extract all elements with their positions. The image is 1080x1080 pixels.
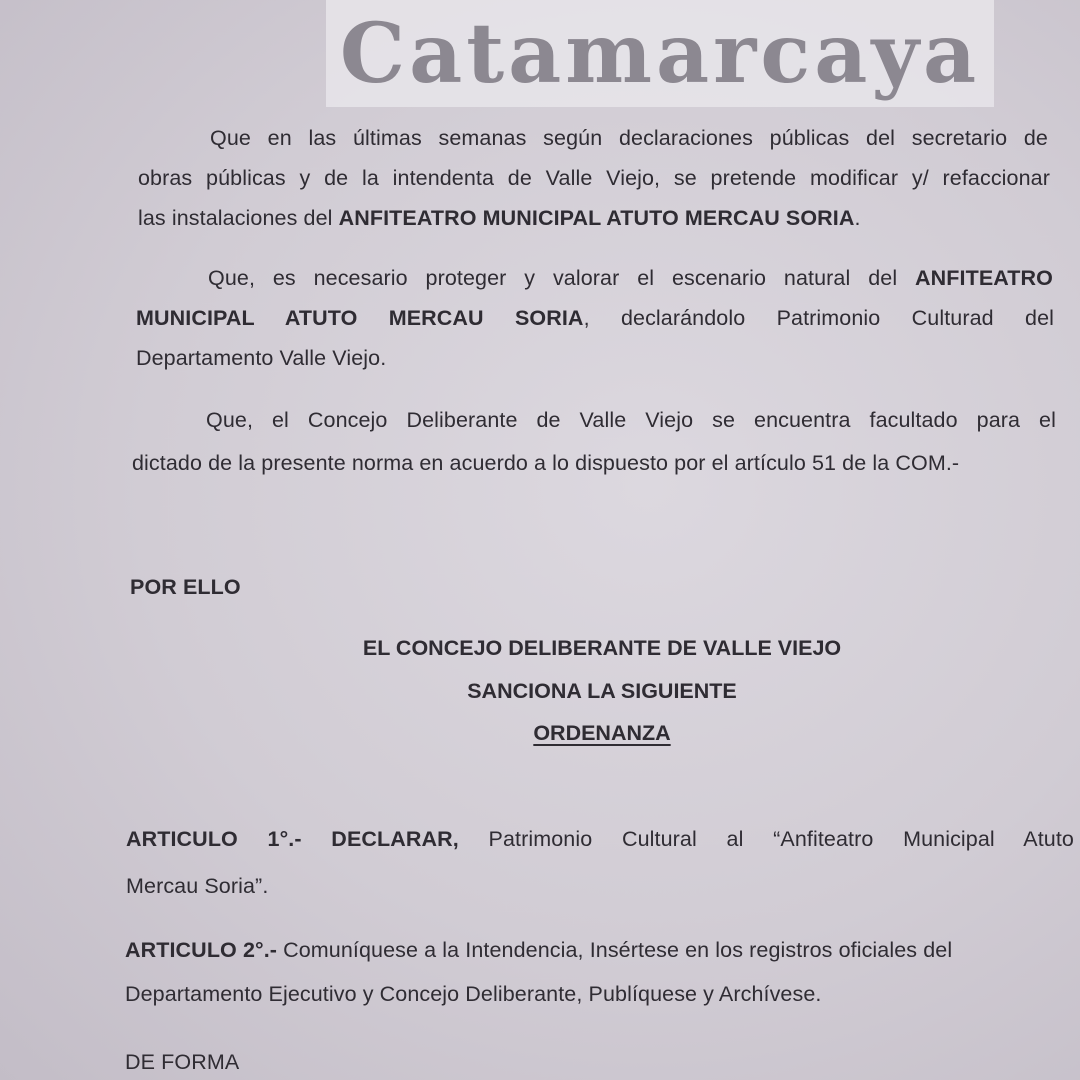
article-2-line-1 (125, 938, 1080, 963)
article-1-text: Patrimonio Cultural al “Anfiteatro Municipal Atuto (458, 827, 1074, 851)
article-2-text: Comuníquese a la Intendencia, Insértese en los registros oficiales del (277, 938, 953, 962)
article-1-line-1 (126, 827, 1074, 852)
paragraph-2-line-1 (208, 266, 1053, 291)
period: . (854, 206, 861, 230)
article-2-label: ARTICULO 2°.- (125, 938, 278, 962)
anfiteatro-name-2: MUNICIPAL ATUTO MERCAU SORIA (136, 306, 584, 330)
heading-concejo: EL CONCEJO DELIBERANTE DE VALLE VIEJO (362, 636, 842, 660)
paragraph-1-line-3 (138, 206, 861, 231)
article-2-line-2: Departamento Ejecutivo y Concejo Deliberante, Publíquese y Archívese. (125, 982, 822, 1006)
ordenanza-title: ORDENANZA (533, 721, 671, 745)
watermark-logo (340, 4, 980, 104)
article-1-label: ARTICULO 1°.- DECLARAR, (126, 827, 459, 851)
paragraph-2-text: Que, es necesario proteger y valorar el escenario natural del (208, 266, 916, 290)
paragraph-1-line-2: obras públicas y de la intendenta de Valle Viejo, se pretende modificar y/ refaccionar (138, 166, 1050, 190)
heading-ordenanza (62, 721, 1080, 746)
anfiteatro-name: ANFITEATRO MUNICIPAL ATUTO MERCAU SORIA (338, 206, 855, 230)
article-1-line-2: Mercau Soria”. (126, 874, 269, 898)
paragraph-2-line-3: Departamento Valle Viejo. (136, 346, 387, 370)
de-forma-label: DE FORMA (125, 1050, 240, 1074)
por-ello-label: POR ELLO (130, 575, 241, 599)
heading-sanciona: SANCIONA LA SIGUIENTE (467, 679, 737, 703)
watermark-banner (326, 0, 994, 107)
svg-text:Catamarcaya: Catamarcaya (340, 5, 980, 102)
paragraph-1-line-1: Que en las últimas semanas según declaraciones públicas del secretario de (210, 126, 1048, 150)
paragraph-3-line-2: dictado de la presente norma en acuerdo a lo dispuesto por el artículo 51 de la COM.- (132, 451, 960, 475)
paragraph-3-line-1: Que, el Concejo Deliberante de Valle Viejo se encuentra facultado para el (206, 408, 1056, 432)
paragraph-2-text-2: , declarándolo Patrimonio Culturad del (583, 306, 1054, 330)
paragraph-1-text: las instalaciones del (138, 206, 339, 230)
paragraph-2-line-2 (136, 306, 1054, 331)
anfiteatro-word: ANFITEATRO (915, 266, 1053, 290)
